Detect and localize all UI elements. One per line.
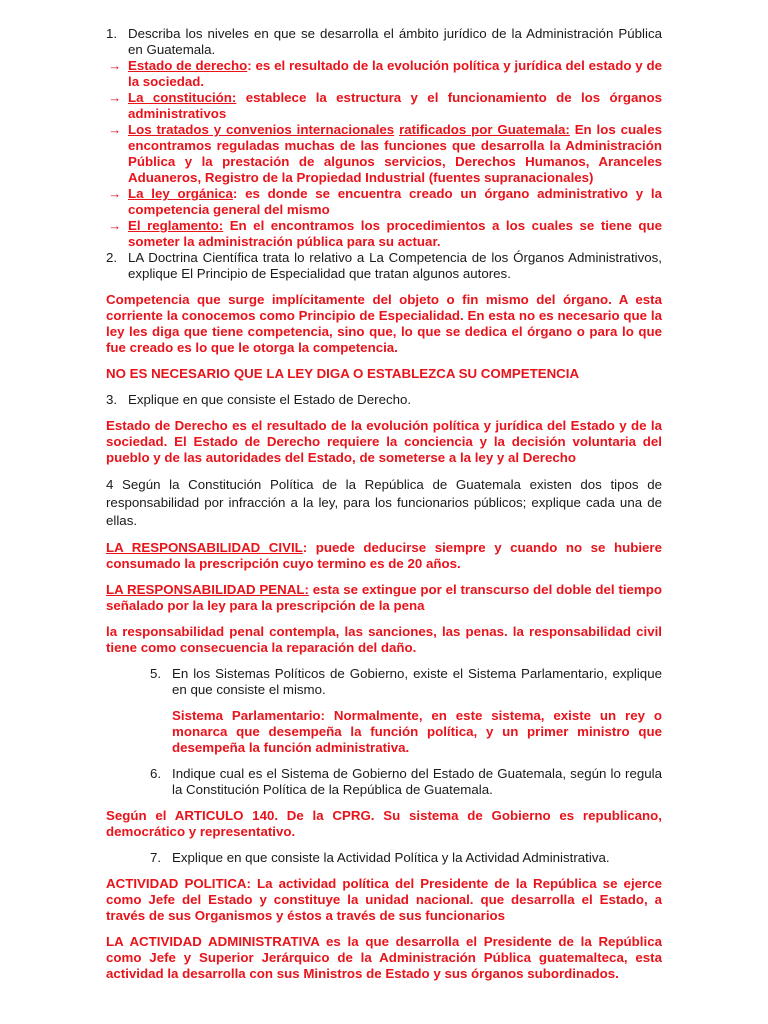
question-text: Explique en que consiste el Estado de Derecho. [128,392,412,407]
question-4: 4 Según la Constitución Política de la República de Guatemala existen dos tipos de responsabilidad por infracción a la ley, para los funcionarios públicos; explique cada una de ellas. [106,477,662,528]
question-text: Describa los niveles en que se desarrolla el ámbito jurídico de la Administración Pública en Guatemala. [128,26,662,57]
answer-2-emphasis: NO ES NECESARIO QUE LA LEY DIGA O ESTABLEZCA SU COMPETENCIA [106,366,580,381]
question-7 [150,850,662,866]
answer-7-political: ACTIVIDAD POLITICA: La actividad política del Presidente de la República se ejerce como Jefe del Estado y constituye la unidad nacional. que desarrolla el Estado, a través de sus Organismos y éstos a través de sus funcionarios [106,876,662,923]
question-5-block [106,666,662,798]
answer-3: Estado de Derecho es el resultado de la evolución política y jurídica del Estado y de la sociedad. El Estado de Derecho requiere la conciencia y la decisión voluntaria del pueblo y de las autoridades del Estado, de someterse a la ley y al Derecho [106,418,662,465]
list-item: → La ley orgánica: es donde se encuentra creado un órgano administrativo y la competencia general del mismo [108,186,663,217]
question-1 [106,26,662,58]
question-5 [150,666,662,698]
question-number: 3. [106,392,118,407]
answer-4-civil: LA RESPONSABILIDAD CIVIL: puede deducirse siempre y cuando no se hubiere consumado la prescripción cuyo termino es de 20 años. [106,540,662,571]
list-item: → La constitución: establece la estructura y el funcionamiento de los órganos administrativos [108,90,663,121]
arrow-icon: → [108,58,122,73]
arrow-icon: → [108,218,122,233]
question-text: Indique cual es el Sistema de Gobierno del Estado de Guatemala, según lo regula la Constitución Política de la República de Guatemala. [172,766,662,797]
arrow-icon: → [108,90,122,105]
question-number: 1. [106,26,118,41]
question-number: 7. [150,850,162,865]
question-text: LA Doctrina Científica trata lo relativo a La Competencia de los Órganos Administrativos, explique El Principio de Especialidad que tratan algunos autores. [128,250,662,281]
arrow-icon: → [108,122,122,137]
list-item: → El reglamento: En el encontramos los procedimientos a los cuales se tiene que someter la administración pública para su actuar. [108,218,662,249]
answer-4-penal: LA RESPONSABILIDAD PENAL: esta se extingue por el transcurso del doble del tiempo señalado por la ley para la prescripción de la pena [106,582,662,613]
question-number: 5. [150,666,162,681]
question-number: 2. [106,250,118,265]
question-6 [150,766,662,798]
answer-2: Competencia que surge implícitamente del objeto o fin mismo del órgano. A esta corriente la conocemos como Principio de Especialidad. En esta no es necesario que la ley les diga que tiene competencia, sino que, lo que se dedica el órgano o para lo que fue creado es lo que le otorga la competencia. [106,292,662,355]
question-number: 6. [150,766,162,781]
answer-6: Según el ARTICULO 140. De la CPRG. Su sistema de Gobierno es republicano, democrático y representativo. [106,808,662,839]
answer-4-summary: la responsabilidad penal contempla, las sanciones, las penas. la responsabilidad civil tiene como consecuencia la reparación del daño. [106,624,662,655]
question-text: En los Sistemas Políticos de Gobierno, existe el Sistema Parlamentario, explique en que consiste el mismo. [172,666,662,697]
question-7-block [106,850,662,866]
answer-5: Sistema Parlamentario: Normalmente, en este sistema, existe un rey o monarca que desempeña la función política, y un primer ministro que desempeña la función administrativa. [172,708,662,755]
arrow-icon: → [108,186,122,201]
list-item: → Estado de derecho: es el resultado de la evolución política y jurídica del estado y de la sociedad. [108,58,663,89]
list-item: → Los tratados y convenios internacionales ratificados por Guatemala: En los cuales encontramos reguladas muchas de las funciones que desarrolla la Administración Pública y la prestación de algunos servicios, Derechos Humanos, Aranceles Aduaneros, Registro de la Propiedad Industrial (fuentes supranacionales) [108,122,662,185]
question-3 [106,392,662,408]
answer-7-administrative: LA ACTIVIDAD ADMINISTRATIVA es la que desarrolla el Presidente de la República como Jefe y Superior Jerárquico de la Administración Pública guatemalteca, esta actividad la desarrolla con sus Ministros de Estado y sus órganos subordinados. [106,934,662,981]
question-2 [106,250,662,282]
answer-list-1 [106,58,662,250]
question-text: Explique en que consiste la Actividad Política y la Actividad Administrativa. [172,850,610,865]
